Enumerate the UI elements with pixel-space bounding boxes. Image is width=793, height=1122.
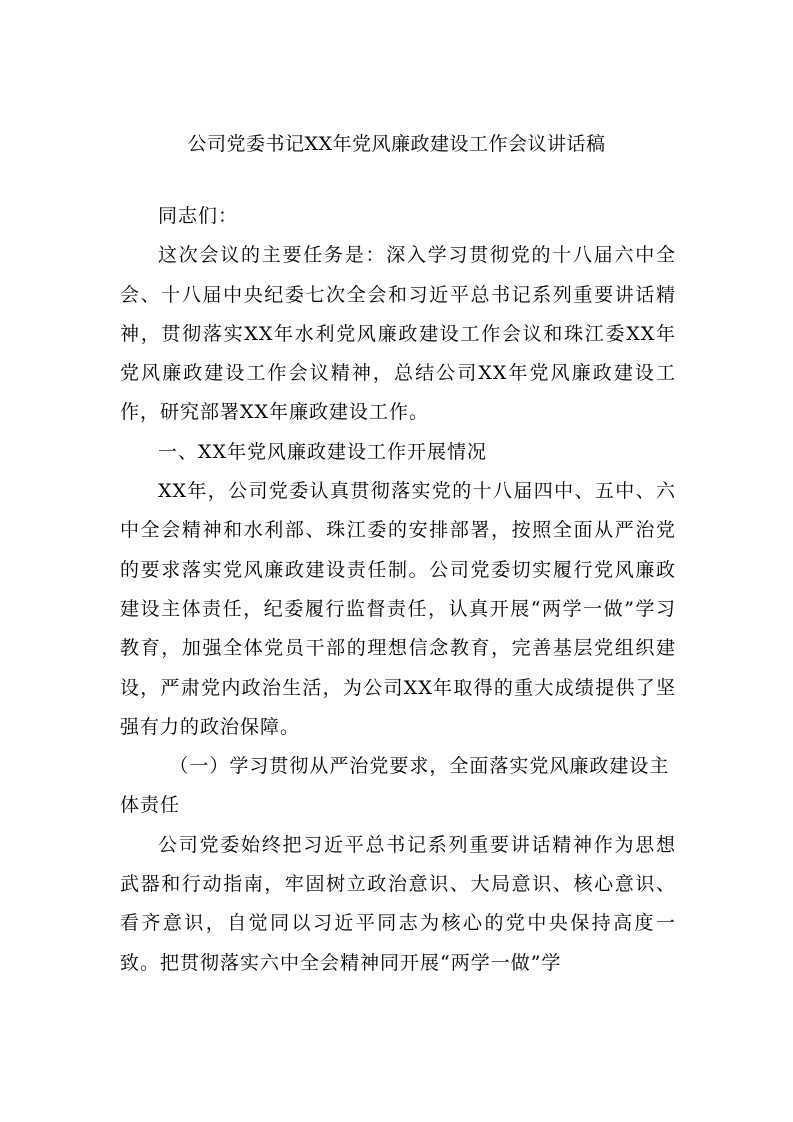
subsection-paragraph: 公司党委始终把习近平总书记系列重要讲话精神作为思想武器和行动指南，牢固树立政治意识、大局意识、核心意识、看齐意识，自觉同以习近平同志为核心的党中央保持高度一致。把贯彻落实六中全会精神同开展“两学一做”学 bbox=[120, 833, 676, 974]
section-heading: 一、XX年党风廉政建设工作开展情况 bbox=[158, 440, 488, 463]
document-title: 公司党委书记XX年党风廉政建设工作会议讲话稿 bbox=[187, 133, 606, 155]
subsection-heading: （一）学习贯彻从严治党要求，全面落实党风廉政建设主体责任 bbox=[120, 755, 670, 817]
document-body bbox=[120, 197, 676, 983]
salutation: 同志们： bbox=[158, 205, 239, 227]
section-paragraph: XX年，公司党委认真贯彻落实党的十八届四中、五中、六中全会精神和水利部、珠江委的安排部署，按照全面从严治党的要求落实党风廉政建设责任制。公司党委切实履行党风廉政建设主体责任，纪委履行监督责任，认真开展“两学一做”学习教育，加强全体党员干部的理想信念教育，完善基层党组织建设，严肃党内政治生活，为公司XX年取得的重大成绩提供了坚强有力的政治保障。 bbox=[120, 480, 676, 738]
intro-paragraph: 这次会议的主要任务是：深入学习贯彻党的十八届六中全会、十八届中央纪委七次全会和习近平总书记系列重要讲话精神，贯彻落实XX年水利党风廉政建设工作会议和珠江委XX年党风廉政建设工作会议精神，总结公司XX年党风廉政建设工作，研究部署XX年廉政建设工作。 bbox=[120, 244, 676, 424]
